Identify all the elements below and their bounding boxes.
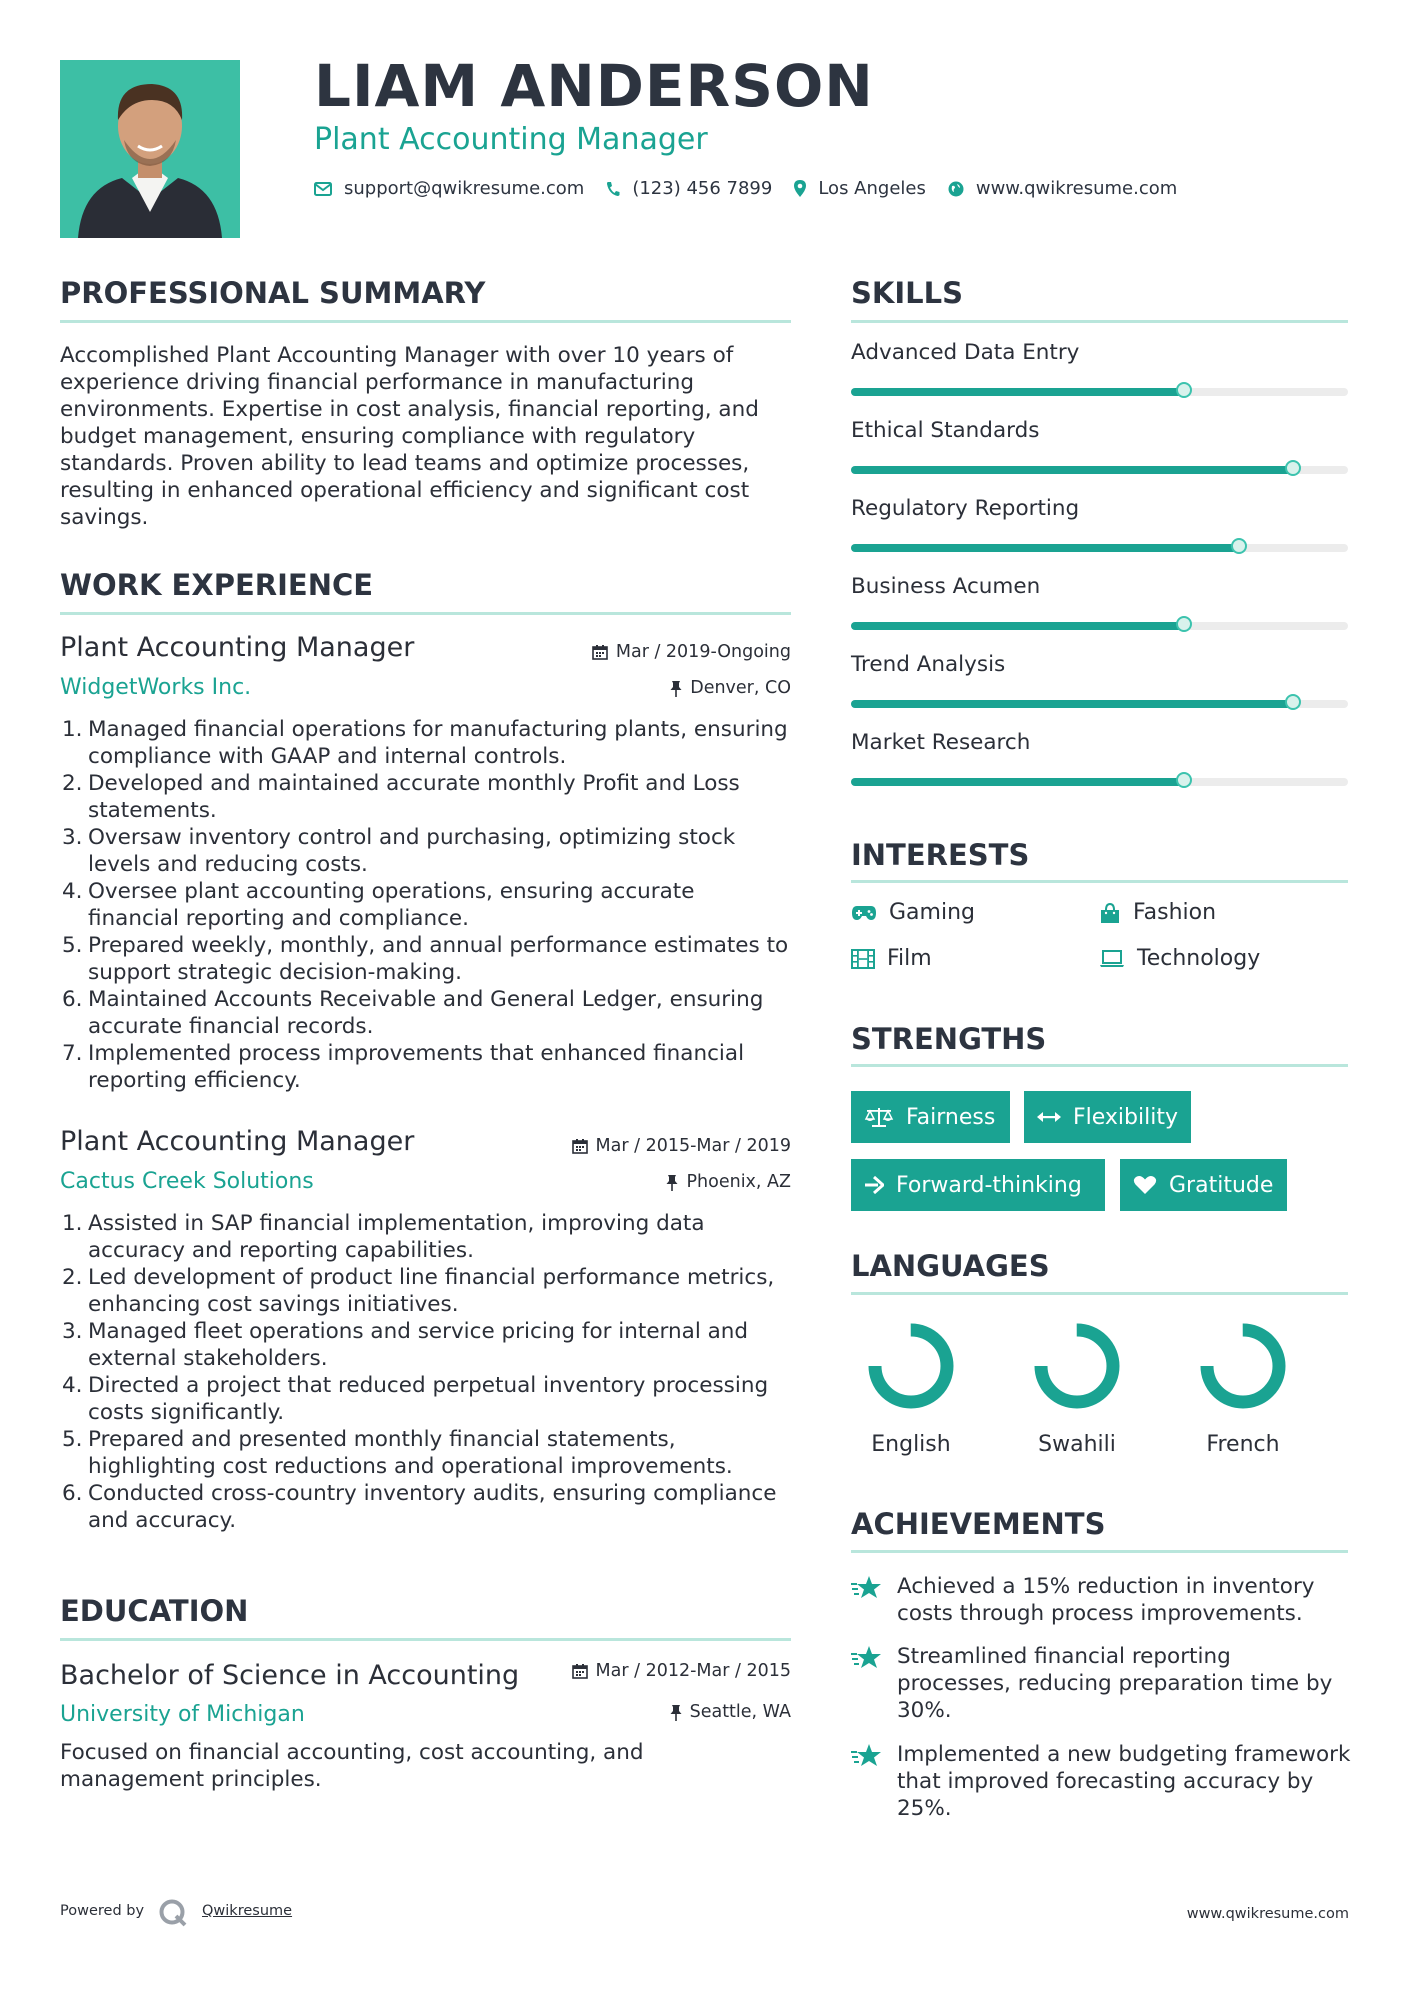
shopping-bag-icon bbox=[1099, 902, 1121, 924]
arrow-right-icon bbox=[864, 1176, 884, 1194]
list-item: 2. Developed and maintained accurate monthly Profit and Loss statements. bbox=[62, 771, 740, 823]
star-badge-icon bbox=[851, 1645, 883, 1671]
education-divider bbox=[60, 1638, 791, 1641]
skill-row bbox=[851, 340, 1348, 410]
list-item: 3. Oversaw inventory control and purchasing, optimizing stock levels and reducing costs. bbox=[62, 825, 736, 877]
skill-row bbox=[851, 496, 1348, 566]
contact-website[interactable] bbox=[948, 178, 1177, 199]
job-location-text: Phoenix, AZ bbox=[686, 1172, 791, 1192]
list-item: 5. Prepared and presented monthly financial statements, highlighting cost reductions and operational improvements. bbox=[62, 1427, 733, 1479]
achievement-item bbox=[851, 1573, 1351, 1627]
skill-track bbox=[851, 778, 1348, 786]
education-location bbox=[670, 1702, 791, 1722]
qwikresume-link[interactable]: Qwikresume bbox=[202, 1903, 293, 1919]
candidate-title: Plant Accounting Manager bbox=[314, 122, 708, 157]
contact-bar bbox=[314, 178, 1199, 199]
candidate-name: LIAM ANDERSON bbox=[314, 52, 874, 120]
achievement-item bbox=[851, 1643, 1351, 1724]
language-level-arc bbox=[1207, 1330, 1279, 1402]
qwikresume-logo-icon bbox=[158, 1898, 188, 1932]
pushpin-icon bbox=[666, 1174, 678, 1191]
education-dates bbox=[572, 1661, 791, 1681]
degree-title: Bachelor of Science in Accounting bbox=[60, 1660, 520, 1691]
star-badge-icon bbox=[851, 1743, 883, 1769]
skill-row bbox=[851, 574, 1348, 644]
strength-tag bbox=[851, 1091, 1010, 1143]
gamepad-icon bbox=[851, 905, 877, 921]
interests-divider bbox=[851, 880, 1348, 883]
skill-fill bbox=[851, 700, 1293, 708]
skill-label: Regulatory Reporting bbox=[851, 496, 1080, 521]
contact-phone-text: (123) 456 7899 bbox=[632, 178, 773, 199]
achievements-heading: ACHIEVEMENTS bbox=[851, 1507, 1106, 1541]
profile-photo bbox=[60, 60, 240, 238]
envelope-icon bbox=[314, 182, 332, 196]
list-item: 1. Managed financial operations for manufacturing plants, ensuring compliance with GAAP and internal controls. bbox=[62, 717, 788, 769]
language-level-ring bbox=[1193, 1316, 1293, 1416]
interest-gaming bbox=[851, 900, 975, 925]
skill-track bbox=[851, 622, 1348, 630]
interest-label: Gaming bbox=[889, 900, 975, 925]
skill-level-knob bbox=[1176, 772, 1192, 788]
achievement-text: Streamlined financial reporting processes, reducing preparation time by 30%. bbox=[897, 1644, 1333, 1723]
interest-label: Film bbox=[887, 946, 932, 971]
skill-level-knob bbox=[1176, 616, 1192, 632]
calendar-icon bbox=[572, 1663, 588, 1679]
skill-row bbox=[851, 730, 1348, 800]
list-item: 4. Directed a project that reduced perpetual inventory processing costs significantly. bbox=[62, 1373, 769, 1425]
list-item: 4. Oversee plant accounting operations, ensuring accurate financial reporting and compliance. bbox=[62, 879, 695, 931]
job-location-text: Denver, CO bbox=[690, 678, 791, 698]
skill-label: Advanced Data Entry bbox=[851, 340, 1080, 365]
language-name: French bbox=[1206, 1432, 1280, 1457]
list-item: 3. Managed fleet operations and service pricing for internal and external stakeholders. bbox=[62, 1319, 749, 1371]
skill-label: Ethical Standards bbox=[851, 418, 1040, 443]
contact-website-text: www.qwikresume.com bbox=[975, 178, 1178, 199]
language-level-ring bbox=[1027, 1316, 1127, 1416]
job-dates-text: Mar / 2019-Ongoing bbox=[615, 642, 791, 662]
globe-icon bbox=[948, 181, 964, 197]
skill-fill bbox=[851, 622, 1184, 630]
skill-track bbox=[851, 544, 1348, 552]
achievement-text: Implemented a new budgeting framework that improved forecasting accuracy by 25%. bbox=[897, 1742, 1351, 1821]
list-item: 7. Implemented process improvements that enhanced financial reporting efficiency. bbox=[62, 1041, 745, 1093]
job-dates-text: Mar / 2015-Mar / 2019 bbox=[595, 1136, 791, 1156]
skill-level-knob bbox=[1231, 538, 1247, 554]
list-item: 2. Led development of product line financial performance metrics, enhancing cost savings initiatives. bbox=[62, 1265, 775, 1317]
powered-by-label: Powered by bbox=[60, 1903, 145, 1919]
education-description: Focused on financial accounting, cost accounting, and management principles. bbox=[60, 1740, 644, 1792]
skill-fill bbox=[851, 778, 1184, 786]
star-badge-icon bbox=[851, 1575, 883, 1601]
language-name: Swahili bbox=[1038, 1432, 1116, 1457]
strength-tag bbox=[1120, 1159, 1287, 1211]
pushpin-icon bbox=[670, 680, 682, 697]
strength-label: Fairness bbox=[906, 1104, 996, 1130]
education-dates-text: Mar / 2012-Mar / 2015 bbox=[595, 1661, 791, 1681]
calendar-icon bbox=[592, 644, 608, 660]
contact-phone[interactable] bbox=[606, 178, 772, 199]
job-bullets bbox=[62, 716, 792, 1094]
job-dates bbox=[592, 642, 791, 662]
film-icon bbox=[851, 949, 875, 969]
contact-location bbox=[794, 178, 926, 199]
arrows-horizontal-icon bbox=[1037, 1110, 1061, 1124]
skill-row bbox=[851, 652, 1348, 722]
interests-heading: INTERESTS bbox=[851, 838, 1030, 872]
list-item: 1. Assisted in SAP financial implementation, improving data accuracy and reporting capabilities. bbox=[62, 1211, 705, 1263]
school-name: University of Michigan bbox=[60, 1702, 305, 1727]
pushpin-icon bbox=[670, 1704, 682, 1721]
languages-divider bbox=[851, 1292, 1348, 1295]
skill-row bbox=[851, 418, 1348, 488]
job-title: Plant Accounting Manager bbox=[60, 1126, 415, 1157]
contact-email[interactable] bbox=[314, 178, 584, 199]
skill-label: Business Acumen bbox=[851, 574, 1041, 599]
experience-heading: WORK EXPERIENCE bbox=[60, 568, 374, 602]
language-level-ring bbox=[861, 1316, 961, 1416]
job-bullets bbox=[62, 1210, 792, 1534]
interest-film bbox=[851, 946, 932, 971]
skill-fill bbox=[851, 544, 1239, 552]
skill-level-knob bbox=[1176, 382, 1192, 398]
summary-text: Accomplished Plant Accounting Manager with over 10 years of experience driving financial performance in manufacturing environments. Expertise in cost analysis, financial reporting, and budget management, ensuring compliance with regulatory standards. Proven ability to lead teams and optimize processes, resulting in enhanced operational efficiency and significant cost savings. bbox=[60, 343, 759, 530]
strength-label: Gratitude bbox=[1169, 1172, 1274, 1198]
list-item: 6. Maintained Accounts Receivable and General Ledger, ensuring accurate financial records. bbox=[62, 987, 764, 1039]
summary-divider bbox=[60, 320, 791, 323]
calendar-icon bbox=[572, 1138, 588, 1154]
job-location bbox=[670, 678, 791, 698]
interest-label: Fashion bbox=[1133, 900, 1217, 925]
languages-list bbox=[851, 1316, 1348, 1466]
skill-track bbox=[851, 388, 1348, 396]
job-title: Plant Accounting Manager bbox=[60, 632, 415, 663]
skill-label: Trend Analysis bbox=[851, 652, 1006, 677]
job-dates bbox=[572, 1136, 791, 1156]
skill-fill bbox=[851, 466, 1293, 474]
footer-website-link[interactable]: www.qwikresume.com bbox=[1186, 1906, 1349, 1922]
heart-icon bbox=[1133, 1175, 1157, 1195]
interest-technology bbox=[1099, 946, 1260, 971]
phone-icon bbox=[606, 181, 620, 197]
experience-divider bbox=[60, 612, 791, 615]
skills-heading: SKILLS bbox=[851, 276, 963, 310]
achievements-divider bbox=[851, 1550, 1348, 1553]
laptop-icon bbox=[1099, 950, 1125, 968]
balance-scale-icon bbox=[864, 1106, 894, 1128]
strength-tag bbox=[851, 1159, 1105, 1211]
job-company: WidgetWorks Inc. bbox=[60, 675, 252, 700]
education-location-text: Seattle, WA bbox=[689, 1702, 791, 1722]
language-level-arc bbox=[1041, 1330, 1113, 1402]
interest-fashion bbox=[1099, 900, 1216, 925]
interest-label: Technology bbox=[1137, 946, 1261, 971]
strengths-heading: STRENGTHS bbox=[851, 1022, 1047, 1056]
achievement-item bbox=[851, 1741, 1351, 1822]
job-location bbox=[666, 1172, 791, 1192]
strength-tag bbox=[1024, 1091, 1191, 1143]
skill-level-knob bbox=[1285, 460, 1301, 476]
skill-level-knob bbox=[1285, 694, 1301, 710]
skills-divider bbox=[851, 320, 1348, 323]
list-item: 5. Prepared weekly, monthly, and annual performance estimates to support strategic decision-making. bbox=[62, 933, 789, 985]
skill-track bbox=[851, 466, 1348, 474]
language-name: English bbox=[871, 1432, 951, 1457]
job-company: Cactus Creek Solutions bbox=[60, 1169, 314, 1194]
strength-label: Forward-thinking bbox=[896, 1172, 1082, 1198]
achievement-text: Achieved a 15% reduction in inventory costs through process improvements. bbox=[897, 1574, 1315, 1626]
language-level-arc bbox=[875, 1330, 947, 1402]
contact-location-text: Los Angeles bbox=[818, 178, 926, 199]
strength-label: Flexibility bbox=[1073, 1104, 1178, 1130]
summary-heading: PROFESSIONAL SUMMARY bbox=[60, 276, 486, 310]
map-marker-icon bbox=[794, 180, 806, 197]
skill-label: Market Research bbox=[851, 730, 1031, 755]
contact-email-text: support@qwikresume.com bbox=[344, 178, 585, 199]
skill-track bbox=[851, 700, 1348, 708]
strengths-divider bbox=[851, 1064, 1348, 1067]
languages-heading: LANGUAGES bbox=[851, 1249, 1050, 1283]
skill-fill bbox=[851, 388, 1184, 396]
list-item: 6. Conducted cross-country inventory audits, ensuring compliance and accuracy. bbox=[62, 1481, 777, 1533]
education-heading: EDUCATION bbox=[60, 1594, 249, 1628]
